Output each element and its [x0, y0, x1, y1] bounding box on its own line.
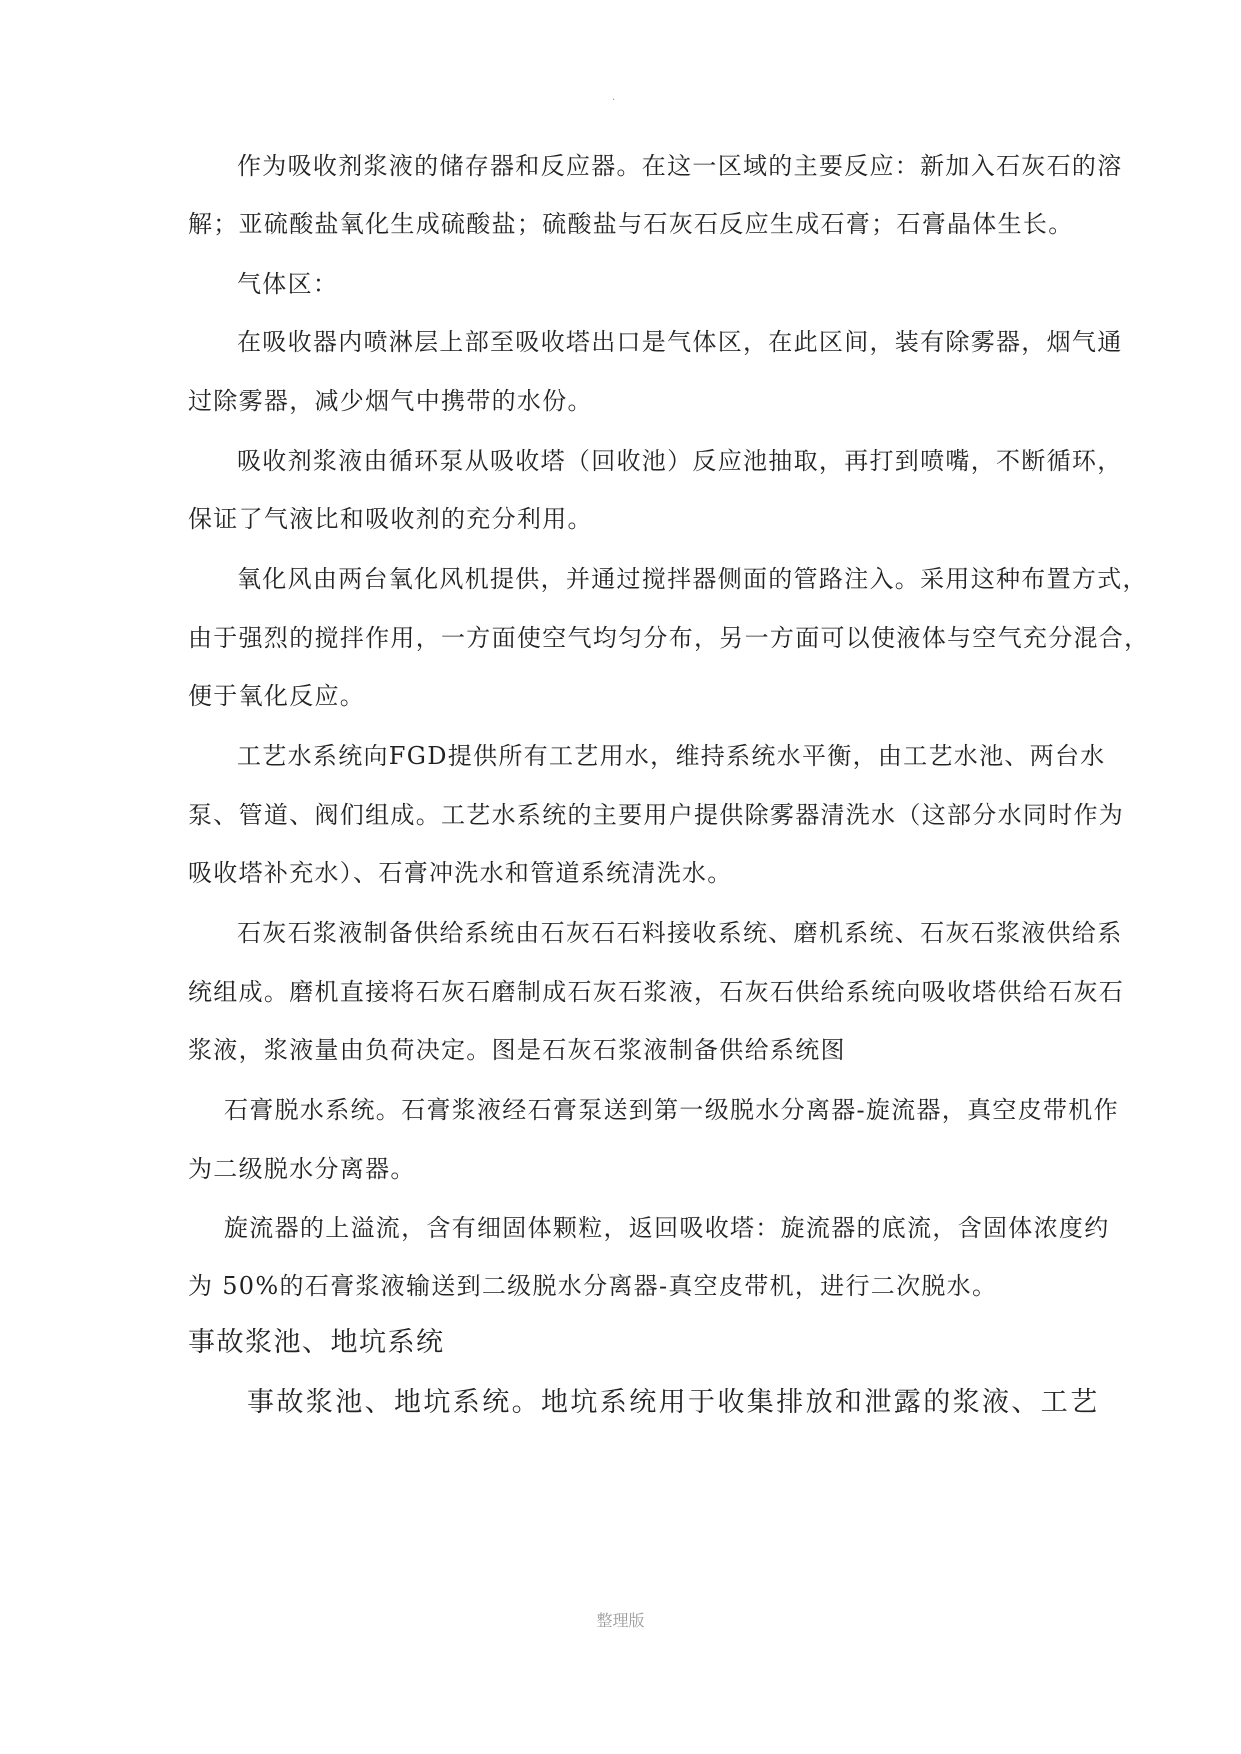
text-line: 作为吸收剂浆液的储存器和反应器。在这一区域的主要反应：新加入石灰石的溶: [237, 152, 1123, 180]
page-footer: 整理版: [596, 1611, 645, 1630]
text-line: 石膏脱水系统。石膏浆液经石膏泵送到第一级脱水分离器-旋流器，真空皮带机作: [224, 1096, 1119, 1124]
text-line: 为二级脱水分离器。: [188, 1155, 416, 1183]
top-mark: .: [612, 92, 616, 103]
text-line: 解；亚硫酸盐氧化生成硫酸盐；硫酸盐与石灰石反应生成石膏；石膏晶体生长。: [188, 210, 1074, 238]
text-line: 石灰石浆液制备供给系统由石灰石石料接收系统、磨机系统、石灰石浆液供给系: [237, 919, 1123, 947]
section-heading: 事故浆池、地坑系统: [188, 1327, 445, 1358]
text-line: 保证了气液比和吸收剂的充分利用。: [188, 505, 593, 533]
text-line: 便于氧化反应。: [188, 682, 366, 710]
text-line: 泵、管道、阀们组成。工艺水系统的主要用户提供除雾器清洗水（这部分水同时作为: [188, 801, 1125, 829]
text-line: 事故浆池、地坑系统。地坑系统用于收集排放和泄露的浆液、工艺: [247, 1387, 1100, 1418]
text-line: 工艺水系统向FGD提供所有工艺用水，维持系统水平衡，由工艺水池、两台水: [237, 742, 1106, 770]
text-line: 在吸收器内喷淋层上部至吸收塔出口是气体区，在此区间，装有除雾器，烟气通: [237, 328, 1123, 356]
text-line: 旋流器的上溢流，含有细固体颗粒，返回吸收塔：旋流器的底流，含固体浓度约: [224, 1214, 1110, 1242]
text-line: 氧化风由两台氧化风机提供，并通过搅拌器侧面的管路注入。采用这种布置方式，: [237, 565, 1148, 593]
text-line: 由于强烈的搅拌作用，一方面使空气均匀分布，另一方面可以使液体与空气充分混合，: [188, 624, 1150, 652]
text-line: 吸收塔补充水）、石膏冲洗水和管道系统清洗水。: [188, 859, 733, 887]
text-line: 吸收剂浆液由循环泵从吸收塔（回收池）反应池抽取，再打到喷嘴，不断循环，: [237, 447, 1123, 475]
text-line: 为 50%的石膏浆液输送到二级脱水分离器-真空皮带机，进行二次脱水。: [188, 1272, 998, 1300]
text-line: 过除雾器，减少烟气中携带的水份。: [188, 387, 593, 415]
text-line: 气体区：: [237, 270, 339, 298]
text-line: 浆液，浆液量由负荷决定。图是石灰石浆液制备供给系统图: [188, 1036, 846, 1064]
text-line: 统组成。磨机直接将石灰石磨制成石灰石浆液，石灰石供给系统向吸收塔供给石灰石: [188, 978, 1125, 1006]
